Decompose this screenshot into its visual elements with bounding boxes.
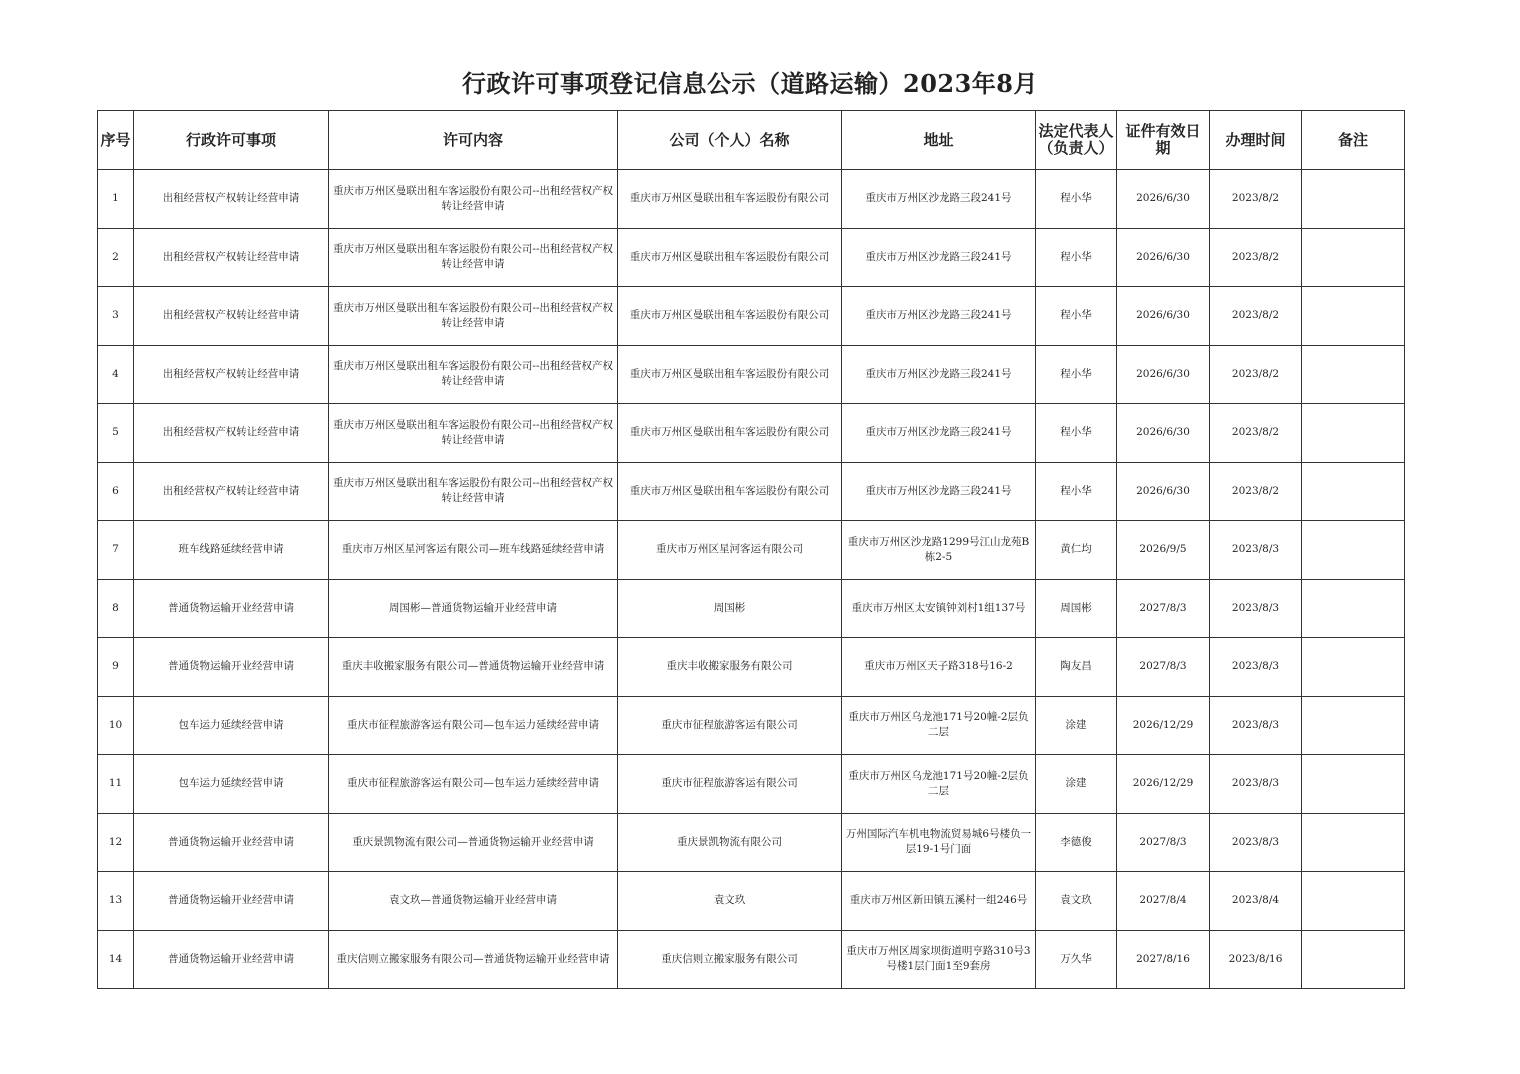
cell-legal-representative: 程小华 [1036, 404, 1117, 463]
cell-index: 4 [98, 345, 134, 404]
cell-legal-representative: 万久华 [1036, 930, 1117, 989]
cell-address: 重庆市万州区沙龙路三段241号 [842, 345, 1036, 404]
cell-processing-date: 2023/8/2 [1210, 345, 1302, 404]
column-header-remarks: 备注 [1302, 111, 1405, 170]
column-header-address: 地址 [842, 111, 1036, 170]
cell-permit-item: 出租经营权产权转让经营申请 [134, 462, 329, 521]
cell-company-name: 重庆市万州区星河客运有限公司 [618, 521, 842, 580]
cell-index: 10 [98, 696, 134, 755]
cell-index: 2 [98, 228, 134, 287]
cell-permit-item: 出租经营权产权转让经营申请 [134, 404, 329, 463]
cell-legal-representative: 陶友昌 [1036, 638, 1117, 697]
cell-valid-date: 2026/6/30 [1117, 228, 1210, 287]
cell-permit-item: 包车运力延续经营申请 [134, 696, 329, 755]
cell-address: 万州国际汽车机电物流贸易城6号楼负一层19-1号门面 [842, 813, 1036, 872]
cell-legal-representative: 程小华 [1036, 287, 1117, 346]
cell-address: 重庆市万州区太安镇钟刘村1组137号 [842, 579, 1036, 638]
cell-company-name: 重庆景凯物流有限公司 [618, 813, 842, 872]
cell-remarks [1302, 404, 1405, 463]
table-row [98, 462, 1405, 521]
cell-processing-date: 2023/8/3 [1210, 696, 1302, 755]
table-row [98, 228, 1405, 287]
cell-legal-representative: 程小华 [1036, 462, 1117, 521]
cell-valid-date: 2027/8/3 [1117, 579, 1210, 638]
table-row [98, 638, 1405, 697]
cell-permit-content: 重庆市万州区曼联出租车客运股份有限公司--出租经营权产权转让经营申请 [329, 287, 618, 346]
column-header-legal-representative: 法定代表人（负责人） [1036, 111, 1117, 170]
cell-remarks [1302, 755, 1405, 814]
cell-processing-date: 2023/8/3 [1210, 521, 1302, 580]
cell-permit-content: 重庆市征程旅游客运有限公司—包车运力延续经营申请 [329, 755, 618, 814]
table-row [98, 813, 1405, 872]
table-row [98, 696, 1405, 755]
cell-valid-date: 2026/12/29 [1117, 696, 1210, 755]
cell-legal-representative: 程小华 [1036, 345, 1117, 404]
cell-remarks [1302, 696, 1405, 755]
cell-index: 5 [98, 404, 134, 463]
page-title: 行政许可事项登记信息公示（道路运输）2023年8月 [462, 69, 1038, 98]
cell-permit-content: 重庆市万州区曼联出租车客运股份有限公司--出租经营权产权转让经营申请 [329, 462, 618, 521]
cell-index: 6 [98, 462, 134, 521]
cell-company-name: 重庆市万州区曼联出租车客运股份有限公司 [618, 462, 842, 521]
cell-company-name: 重庆丰收搬家服务有限公司 [618, 638, 842, 697]
column-header-processing-date: 办理时间 [1210, 111, 1302, 170]
cell-permit-item: 普通货物运输开业经营申请 [134, 930, 329, 989]
cell-permit-content: 重庆景凯物流有限公司—普通货物运输开业经营申请 [329, 813, 618, 872]
column-header-index: 序号 [98, 111, 134, 170]
cell-permit-content: 重庆市万州区曼联出租车客运股份有限公司--出租经营权产权转让经营申请 [329, 404, 618, 463]
cell-permit-item: 出租经营权产权转让经营申请 [134, 345, 329, 404]
cell-remarks [1302, 638, 1405, 697]
cell-index: 8 [98, 579, 134, 638]
cell-address: 重庆市万州区乌龙池171号20幢-2层负二层 [842, 755, 1036, 814]
cell-permit-item: 普通货物运输开业经营申请 [134, 579, 329, 638]
column-header-company-name: 公司（个人）名称 [618, 111, 842, 170]
cell-legal-representative: 涂建 [1036, 755, 1117, 814]
cell-valid-date: 2027/8/16 [1117, 930, 1210, 989]
cell-processing-date: 2023/8/2 [1210, 462, 1302, 521]
cell-permit-content: 重庆市万州区曼联出租车客运股份有限公司--出租经营权产权转让经营申请 [329, 345, 618, 404]
cell-valid-date: 2026/12/29 [1117, 755, 1210, 814]
cell-index: 3 [98, 287, 134, 346]
cell-permit-item: 出租经营权产权转让经营申请 [134, 170, 329, 229]
cell-index: 9 [98, 638, 134, 697]
table-row [98, 579, 1405, 638]
cell-valid-date: 2026/6/30 [1117, 287, 1210, 346]
table-row [98, 755, 1405, 814]
cell-remarks [1302, 930, 1405, 989]
table-row [98, 930, 1405, 989]
cell-remarks [1302, 462, 1405, 521]
cell-remarks [1302, 170, 1405, 229]
cell-permit-item: 普通货物运输开业经营申请 [134, 813, 329, 872]
cell-legal-representative: 李德俊 [1036, 813, 1117, 872]
table-row [98, 872, 1405, 931]
cell-company-name: 重庆信则立搬家服务有限公司 [618, 930, 842, 989]
cell-valid-date: 2026/6/30 [1117, 404, 1210, 463]
cell-permit-content: 重庆市征程旅游客运有限公司—包车运力延续经营申请 [329, 696, 618, 755]
column-header-valid-date: 证件有效日期 [1117, 111, 1210, 170]
cell-remarks [1302, 813, 1405, 872]
table-header-row [98, 111, 1405, 170]
column-header-permit-item: 行政许可事项 [134, 111, 329, 170]
cell-address: 重庆市万州区沙龙路三段241号 [842, 404, 1036, 463]
cell-valid-date: 2026/6/30 [1117, 462, 1210, 521]
cell-remarks [1302, 228, 1405, 287]
cell-permit-content: 重庆市万州区曼联出租车客运股份有限公司--出租经营权产权转让经营申请 [329, 228, 618, 287]
cell-permit-content: 重庆市万州区曼联出租车客运股份有限公司--出租经营权产权转让经营申请 [329, 170, 618, 229]
cell-company-name: 重庆市万州区曼联出租车客运股份有限公司 [618, 345, 842, 404]
cell-address: 重庆市万州区新田镇五溪村一组246号 [842, 872, 1036, 931]
cell-address: 重庆市万州区天子路318号16-2 [842, 638, 1036, 697]
cell-permit-item: 班车线路延续经营申请 [134, 521, 329, 580]
cell-remarks [1302, 579, 1405, 638]
cell-address: 重庆市万州区沙龙路三段241号 [842, 228, 1036, 287]
cell-legal-representative: 袁文玖 [1036, 872, 1117, 931]
cell-company-name: 重庆市征程旅游客运有限公司 [618, 696, 842, 755]
cell-permit-item: 普通货物运输开业经营申请 [134, 638, 329, 697]
cell-index: 12 [98, 813, 134, 872]
cell-legal-representative: 黄仁均 [1036, 521, 1117, 580]
cell-permit-item: 出租经营权产权转让经营申请 [134, 228, 329, 287]
cell-remarks [1302, 521, 1405, 580]
cell-remarks [1302, 287, 1405, 346]
cell-company-name: 重庆市万州区曼联出租车客运股份有限公司 [618, 404, 842, 463]
cell-valid-date: 2026/6/30 [1117, 345, 1210, 404]
table-row [98, 345, 1405, 404]
cell-index: 13 [98, 872, 134, 931]
cell-address: 重庆市万州区周家坝街道明亨路310号3号楼1层门面1至9套房 [842, 930, 1036, 989]
cell-company-name: 重庆市征程旅游客运有限公司 [618, 755, 842, 814]
table-row [98, 404, 1405, 463]
table-row [98, 521, 1405, 580]
cell-processing-date: 2023/8/2 [1210, 170, 1302, 229]
cell-company-name: 袁文玖 [618, 872, 842, 931]
cell-index: 7 [98, 521, 134, 580]
cell-permit-content: 袁文玖—普通货物运输开业经营申请 [329, 872, 618, 931]
cell-valid-date: 2026/9/5 [1117, 521, 1210, 580]
cell-company-name: 重庆市万州区曼联出租车客运股份有限公司 [618, 287, 842, 346]
cell-company-name: 周国彬 [618, 579, 842, 638]
cell-permit-content: 重庆市万州区星河客运有限公司—班车线路延续经营申请 [329, 521, 618, 580]
table-row [98, 170, 1405, 229]
cell-valid-date: 2027/8/4 [1117, 872, 1210, 931]
cell-address: 重庆市万州区沙龙路三段241号 [842, 462, 1036, 521]
cell-permit-content: 重庆丰收搬家服务有限公司—普通货物运输开业经营申请 [329, 638, 618, 697]
cell-processing-date: 2023/8/4 [1210, 872, 1302, 931]
cell-company-name: 重庆市万州区曼联出租车客运股份有限公司 [618, 170, 842, 229]
cell-processing-date: 2023/8/3 [1210, 579, 1302, 638]
cell-permit-content: 周国彬—普通货物运输开业经营申请 [329, 579, 618, 638]
cell-processing-date: 2023/8/3 [1210, 755, 1302, 814]
cell-permit-content: 重庆信则立搬家服务有限公司—普通货物运输开业经营申请 [329, 930, 618, 989]
cell-permit-item: 出租经营权产权转让经营申请 [134, 287, 329, 346]
cell-company-name: 重庆市万州区曼联出租车客运股份有限公司 [618, 228, 842, 287]
cell-valid-date: 2027/8/3 [1117, 813, 1210, 872]
cell-processing-date: 2023/8/3 [1210, 638, 1302, 697]
table-body [98, 170, 1405, 989]
cell-processing-date: 2023/8/2 [1210, 228, 1302, 287]
cell-address: 重庆市万州区沙龙路1299号江山龙苑B栋2-5 [842, 521, 1036, 580]
cell-index: 14 [98, 930, 134, 989]
cell-processing-date: 2023/8/2 [1210, 287, 1302, 346]
cell-address: 重庆市万州区沙龙路三段241号 [842, 287, 1036, 346]
cell-legal-representative: 涂建 [1036, 696, 1117, 755]
cell-processing-date: 2023/8/16 [1210, 930, 1302, 989]
cell-processing-date: 2023/8/2 [1210, 404, 1302, 463]
cell-permit-item: 普通货物运输开业经营申请 [134, 872, 329, 931]
cell-permit-item: 包车运力延续经营申请 [134, 755, 329, 814]
cell-processing-date: 2023/8/3 [1210, 813, 1302, 872]
cell-legal-representative: 周国彬 [1036, 579, 1117, 638]
cell-remarks [1302, 872, 1405, 931]
table-row [98, 287, 1405, 346]
cell-legal-representative: 程小华 [1036, 170, 1117, 229]
cell-index: 11 [98, 755, 134, 814]
cell-index: 1 [98, 170, 134, 229]
cell-valid-date: 2027/8/3 [1117, 638, 1210, 697]
cell-valid-date: 2026/6/30 [1117, 170, 1210, 229]
column-header-permit-content: 许可内容 [329, 111, 618, 170]
cell-remarks [1302, 345, 1405, 404]
cell-legal-representative: 程小华 [1036, 228, 1117, 287]
cell-address: 重庆市万州区乌龙池171号20幢-2层负二层 [842, 696, 1036, 755]
registration-table [97, 110, 1405, 989]
cell-address: 重庆市万州区沙龙路三段241号 [842, 170, 1036, 229]
